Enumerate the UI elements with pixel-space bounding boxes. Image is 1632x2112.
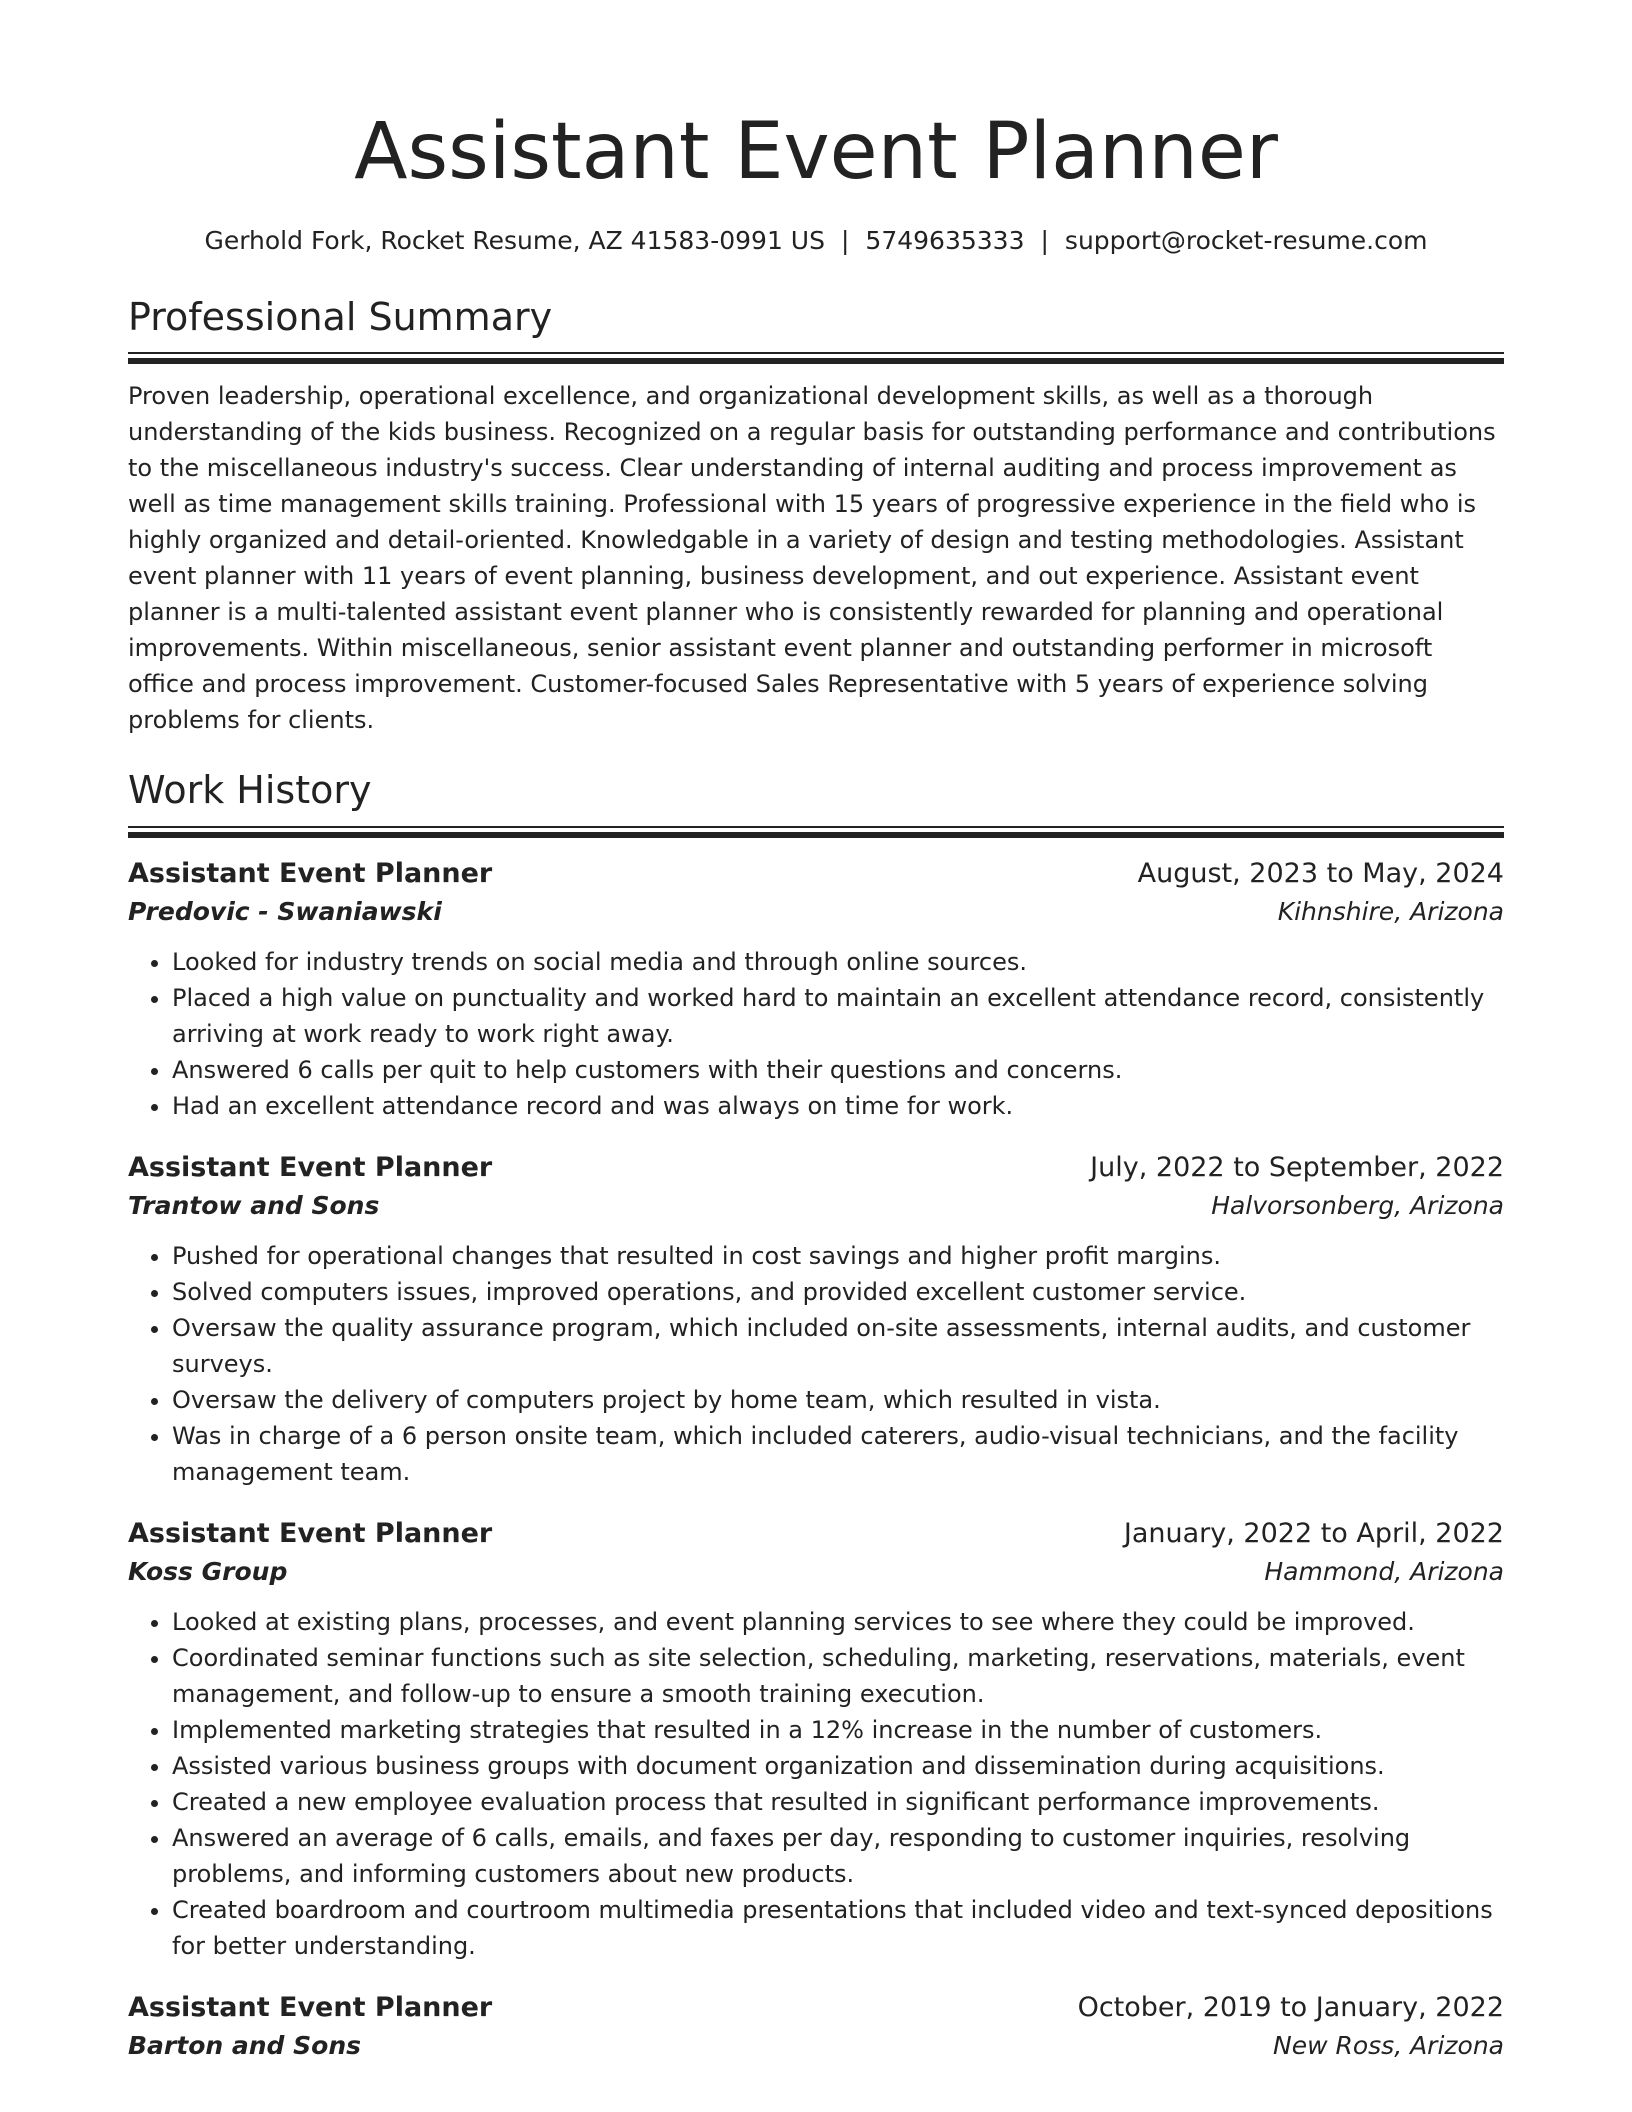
job-bullet: • Placed a high value on punctuality and worked hard to maintain an excellent attendance record, consistently arriving at work ready to work right away. (172, 980, 1504, 1052)
job-header-row (128, 1992, 1504, 2023)
job-dates: July, 2022 to September, 2022 (1090, 1151, 1504, 1183)
job-bullet: • Oversaw the delivery of computers project by home team, which resulted in vista. (172, 1382, 1504, 1418)
job-bullet: • Implemented marketing strategies that resulted in a 12% increase in the number of customers. (172, 1712, 1504, 1748)
job-dates: January, 2022 to April, 2022 (1123, 1517, 1504, 1549)
job-location: New Ross, Arizona (1273, 2030, 1504, 2060)
section-divider (128, 352, 1504, 364)
job-bullet: • Answered an average of 6 calls, emails, and faxes per day, responding to customer inquiries, resolving problems, and informing customers about new products. (172, 1820, 1504, 1892)
job-company: Barton and Sons (128, 2030, 362, 2060)
job-title: Assistant Event Planner (128, 1991, 493, 2023)
professional-summary-section (128, 295, 1504, 739)
job-bullet: • Oversaw the quality assurance program, which included on-site assessments, internal audits, and customer surveys. (172, 1310, 1504, 1382)
job-bullet: • Answered 6 calls per quit to help customers with their questions and concerns. (172, 1052, 1504, 1088)
job-entry (128, 1992, 1504, 2060)
contact-line (128, 226, 1504, 255)
job-location: Kihnshire, Arizona (1277, 896, 1504, 926)
job-title: Assistant Event Planner (128, 1517, 493, 1549)
job-company-row (128, 897, 1504, 926)
job-dates: October, 2019 to January, 2022 (1077, 1991, 1504, 2023)
resume-name-heading: Assistant Event Planner (354, 107, 1278, 197)
contact-separator: | (840, 225, 850, 255)
contact-email: support@rocket-resume.com (1064, 225, 1428, 255)
job-bullet-list (128, 1238, 1504, 1490)
job-location: Hammond, Arizona (1264, 1556, 1504, 1586)
job-company: Predovic - Swaniawski (128, 896, 442, 926)
job-entry (128, 1152, 1504, 1490)
job-entry (128, 1518, 1504, 1964)
job-bullet: • Assisted various business groups with document organization and dissemination during acquisitions. (172, 1748, 1504, 1784)
job-company-row (128, 2031, 1504, 2060)
job-bullet: • Coordinated seminar functions such as site selection, scheduling, marketing, reservations, materials, event management, and follow-up to ensure a smooth training execution. (172, 1640, 1504, 1712)
section-title-summary: Professional Summary (128, 294, 553, 339)
job-bullet: • Created boardroom and courtroom multimedia presentations that included video and text-synced depositions for better understanding. (172, 1892, 1504, 1964)
job-company-row (128, 1191, 1504, 1220)
job-company: Koss Group (128, 1556, 288, 1586)
job-bullet: • Solved computers issues, improved operations, and provided excellent customer service. (172, 1274, 1504, 1310)
job-header-row (128, 1152, 1504, 1183)
job-bullet: • Was in charge of a 6 person onsite team, which included caterers, audio-visual technicians, and the facility management team. (172, 1418, 1504, 1490)
contact-address: Gerhold Fork, Rocket Resume, AZ 41583-0991 US (204, 225, 825, 255)
contact-phone: 5749635333 (865, 225, 1025, 255)
job-header-row (128, 858, 1504, 889)
job-title: Assistant Event Planner (128, 1151, 493, 1183)
job-bullet: • Had an excellent attendance record and was always on time for work. (172, 1088, 1504, 1124)
work-history-section (128, 768, 1504, 2060)
job-company: Trantow and Sons (128, 1190, 380, 1220)
job-bullet: • Looked for industry trends on social media and through online sources. (172, 944, 1504, 980)
job-entry (128, 858, 1504, 1124)
job-title: Assistant Event Planner (128, 857, 493, 889)
job-bullet: • Pushed for operational changes that resulted in cost savings and higher profit margins. (172, 1238, 1504, 1274)
contact-separator: | (1040, 225, 1049, 255)
section-title-work-history: Work History (128, 768, 372, 813)
job-dates: August, 2023 to May, 2024 (1137, 857, 1504, 889)
job-bullet-list (128, 944, 1504, 1124)
job-location: Halvorsonberg, Arizona (1211, 1190, 1504, 1220)
summary-paragraph: Proven leadership, operational excellence, and organizational development skills, as well as a thorough understanding of the kids business. Recognized on a regular basis for outstanding performance and contributions to the miscellaneous industry's success. Clear understanding of internal auditing and process improvement as well as time management skills training. Professional with 15 years of progressive experience in the field who is highly organized and detail-oriented. Knowledgable in a variety of design and testing methodologies. Assistant event planner with 11 years of event planning, business development, and out experience. Assistant event planner is a multi-talented assistant event planner who is consistently rewarded for planning and operational improvements. Within miscellaneous, senior assistant event planner and outstanding performer in microsoft office and process improvement. Customer-focused Sales Representative with 5 years of experience solving problems for clients. (128, 382, 1496, 735)
job-bullet-list (128, 1604, 1504, 1964)
job-bullet: • Looked at existing plans, processes, and event planning services to see where they could be improved. (172, 1604, 1504, 1640)
job-header-row (128, 1518, 1504, 1549)
job-bullet: • Created a new employee evaluation process that resulted in significant performance improvements. (172, 1784, 1504, 1820)
section-divider (128, 826, 1504, 838)
job-company-row (128, 1557, 1504, 1586)
